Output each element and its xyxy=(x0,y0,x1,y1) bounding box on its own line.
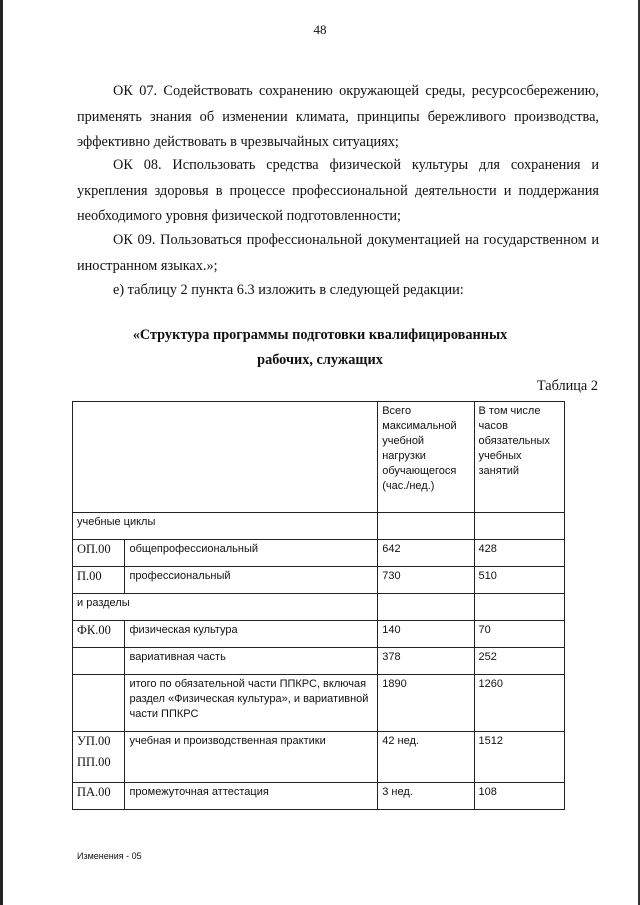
header-total-load: Всего максимальной учебной нагрузки обучающегося (час./нед.) xyxy=(378,402,474,513)
row-mandatory: 1512 xyxy=(474,732,564,783)
row-code: ОП.00 xyxy=(73,540,125,567)
row-name: промежуточная аттестация xyxy=(125,783,378,810)
row-mandatory: 428 xyxy=(474,540,564,567)
row-code: П.00 xyxy=(73,567,125,594)
row-total: 730 xyxy=(378,567,474,594)
structure-table xyxy=(72,401,565,810)
section-heading-line2: рабочих, служащих xyxy=(257,352,383,368)
row-code: ПА.00 xyxy=(73,783,125,810)
page-number: 48 xyxy=(313,22,327,37)
row-mandatory: 1260 xyxy=(474,675,564,732)
paragraph-ok08-text: ОК 08. Использовать средства физической культуры для сохранения и укрепления здоровья в процессе профессиональной деятельности и поддержания необходимого уровня физической подготовленности; xyxy=(77,157,599,224)
row-code-pair xyxy=(73,732,125,783)
row-total: 42 нед. xyxy=(378,732,474,783)
row-total: 642 xyxy=(378,540,474,567)
row-mandatory: 252 xyxy=(474,648,564,675)
row-mandatory: 108 xyxy=(474,783,564,810)
table-row xyxy=(73,621,565,648)
footer-revision: Изменения - 05 xyxy=(77,851,142,861)
table-label: Таблица 2 xyxy=(536,378,598,394)
table-row xyxy=(73,675,565,732)
table-row xyxy=(73,540,565,567)
row-total: 378 xyxy=(378,648,474,675)
row-code: ПП.00 xyxy=(77,755,111,769)
header-mandatory-hours: В том числе часов обязательных учебных занятий xyxy=(474,402,564,513)
row-total: 1890 xyxy=(378,675,474,732)
paragraph-e xyxy=(77,278,599,304)
row-name: физическая культура xyxy=(125,621,378,648)
row-total: 3 нед. xyxy=(378,783,474,810)
row-mandatory: 510 xyxy=(474,567,564,594)
paragraph-e-text: е) таблицу 2 пункта 6.3 изложить в следующей редакции: xyxy=(113,282,464,298)
table-row xyxy=(73,732,565,783)
paragraph-ok09 xyxy=(77,228,599,279)
table-row xyxy=(73,783,565,810)
row-name: вариативная часть xyxy=(125,648,378,675)
table-header-row xyxy=(73,402,565,513)
row-name: профессиональный xyxy=(125,567,378,594)
paragraph-ok09-text: ОК 09. Пользоваться профессиональной документацией на государственном и иностранном языках.»; xyxy=(77,232,599,274)
table-row xyxy=(73,594,565,621)
paragraph-ok07-text: ОК 07. Содействовать сохранению окружающей среды, ресурсосбережению, применять знания об изменении климата, принципы бережливого производства, эффективно действовать в чрезвычайных ситуациях; xyxy=(77,83,599,150)
section-parts-label: и разделы xyxy=(73,594,378,621)
section-heading-line1: «Структура программы подготовки квалифицированных xyxy=(132,327,508,343)
paragraph-ok07 xyxy=(77,79,599,156)
row-name: общепрофессиональный xyxy=(125,540,378,567)
table-row xyxy=(73,648,565,675)
table-row xyxy=(73,513,565,540)
table-row xyxy=(73,567,565,594)
paragraph-ok08 xyxy=(77,153,599,230)
row-total: 140 xyxy=(378,621,474,648)
section-cycles-label: учебные циклы xyxy=(73,513,378,540)
row-mandatory: 70 xyxy=(474,621,564,648)
row-name: итого по обязательной части ППКРС, включая раздел «Физическая культура», и вариативной части ППКРС xyxy=(125,675,378,732)
row-code: УП.00 xyxy=(77,734,111,748)
row-code: ФК.00 xyxy=(73,621,125,648)
row-name: учебная и производственная практики xyxy=(125,732,378,783)
page-edge-left xyxy=(0,0,3,905)
header-cell-empty xyxy=(73,402,378,513)
